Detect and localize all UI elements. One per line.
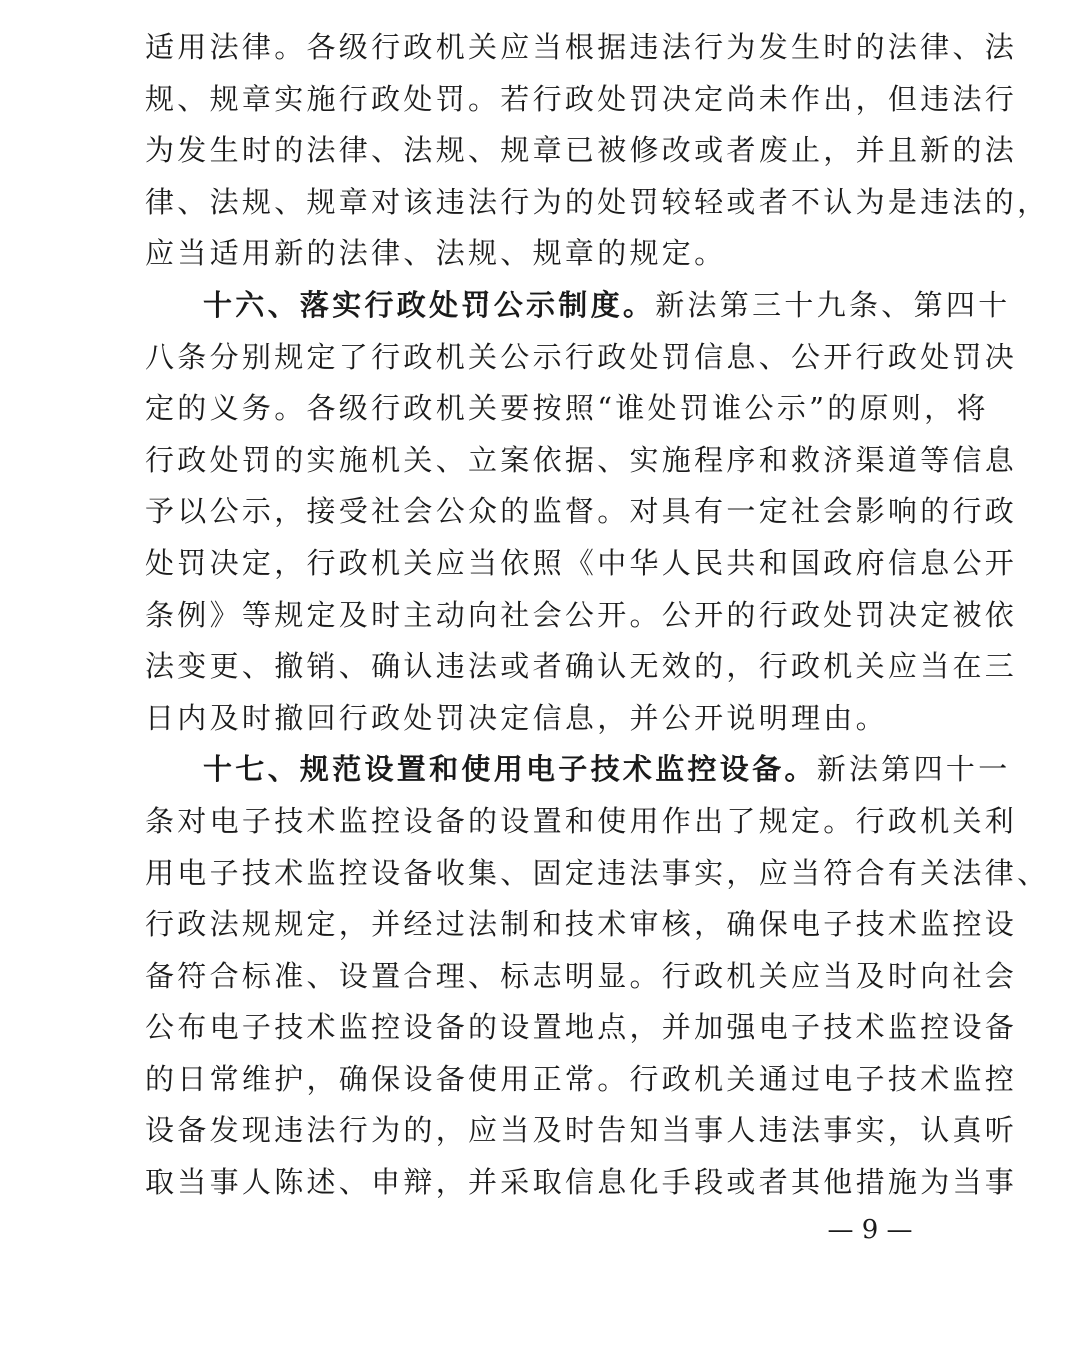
body-line: 定的义务。各级行政机关要按照“谁处罚谁公示”的原则，将 <box>145 391 989 426</box>
body-line: 应当适用新的法律、法规、规章的规定。 <box>145 236 727 271</box>
body-line: 日内及时撤回行政处罚决定信息，并公开说明理由。 <box>145 700 888 735</box>
body-line: 予以公示，接受社会公众的监督。对具有一定社会影响的行政 <box>145 494 1018 529</box>
body-line: 八条分别规定了行政机关公示行政处罚信息、公开行政处罚决 <box>145 339 1018 374</box>
body-line: 公布电子技术监控设备的设置地点，并加强电子技术监控设备 <box>145 1010 1018 1045</box>
document-body <box>145 22 1050 1209</box>
section-17-heading: 十七、规范设置和使用电子技术监控设备。 <box>203 752 817 787</box>
section-17-first-line <box>145 744 1011 796</box>
body-line: 律、法规、规章对该违法行为的处罚较轻或者不认为是违法的， <box>145 184 1050 219</box>
body-line: 为发生时的法律、法规、规章已被修改或者废止，并且新的法 <box>145 133 1018 168</box>
body-line: 条对电子技术监控设备的设置和使用作出了规定。行政机关利 <box>145 803 1018 838</box>
section-16-heading: 十六、落实行政处罚公示制度。 <box>203 287 656 322</box>
body-line: 法变更、撤销、确认违法或者确认无效的，行政机关应当在三 <box>145 649 1018 684</box>
body-line: 取当事人陈述、申辩，并采取信息化手段或者其他措施为当事 <box>145 1165 1018 1200</box>
body-line: 规、规章实施行政处罚。若行政处罚决定尚未作出，但违法行 <box>145 81 1018 116</box>
body-line: 处罚决定，行政机关应当依照《中华人民共和国政府信息公开 <box>145 545 1018 580</box>
page-number: — 9 — <box>827 1215 913 1245</box>
body-line: 行政处罚的实施机关、立案依据、实施程序和救济渠道等信息 <box>145 442 1018 477</box>
section-16-first-line <box>145 280 1011 332</box>
body-line: 备符合标准、设置合理、标志明显。行政机关应当及时向社会 <box>145 958 1018 993</box>
section-17-first-line-text: 新法第四十一 <box>816 752 1011 787</box>
body-line: 的日常维护，确保设备使用正常。行政机关通过电子技术监控 <box>145 1061 1018 1096</box>
body-line: 设备发现违法行为的，应当及时告知当事人违法事实，认真听 <box>145 1113 1018 1148</box>
body-line: 行政法规规定，并经过法制和技术审核，确保电子技术监控设 <box>145 907 1018 942</box>
body-line: 适用法律。各级行政机关应当根据违法行为发生时的法律、法 <box>145 30 1018 64</box>
body-line: 用电子技术监控设备收集、固定违法事实，应当符合有关法律、 <box>145 855 1050 890</box>
body-line: 条例》等规定及时主动向社会公开。公开的行政处罚决定被依 <box>145 597 1018 632</box>
section-16-first-line-text: 新法第三十九条、第四十 <box>655 287 1011 322</box>
